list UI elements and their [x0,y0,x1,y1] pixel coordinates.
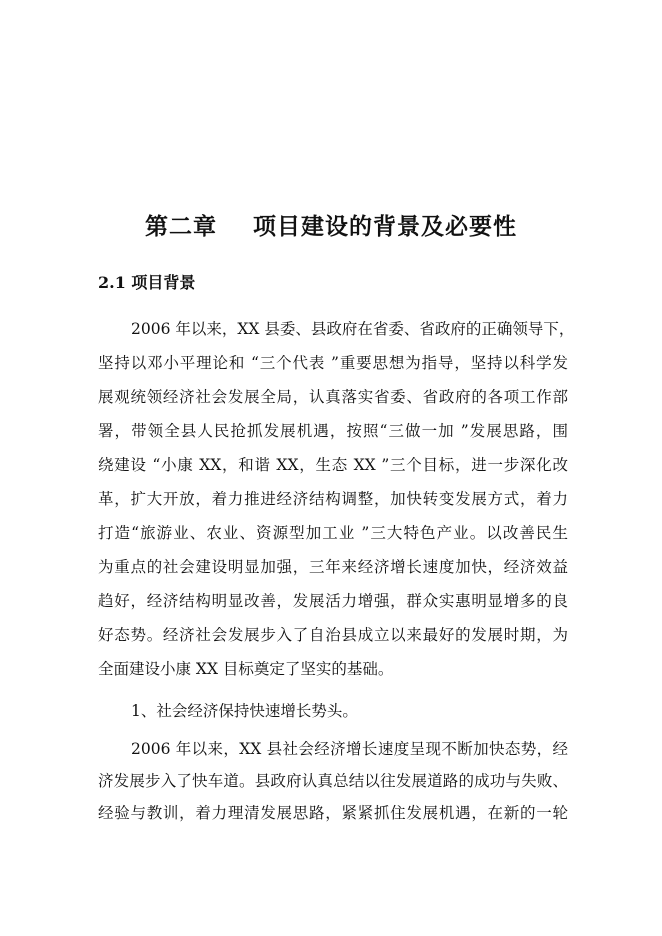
section-heading: 2.1 项目背景 [98,273,196,292]
paragraph-line: 绕建设 “小康 XX，和谐 XX，生态 XX ”三个目标，进一步深化改 [98,456,568,474]
list-item: 1、社会经济保持快速增长势头。 [131,702,358,720]
paragraph-line: 为重点的社会建设明显加强，三年来经济增长速度加快，经济效益 [98,558,568,576]
paragraph-line: 好态势。经济社会发展步入了自治县成立以来最好的发展时期，为 [98,626,568,644]
paragraph-line: 坚持以邓小平理论和 “三个代表 ”重要思想为指导，坚持以科学发 [98,354,568,372]
paragraph-line: 全面建设小康 XX 目标奠定了坚实的基础。 [98,660,394,678]
paragraph-line: 展观统领经济社会发展全局，认真落实省委、省政府的各项工作部 [98,388,568,406]
paragraph-line: 革，扩大开放，着力推进经济结构调整，加快转变发展方式，着力 [98,490,568,508]
paragraph-line: 打造“旅游业、农业、资源型加工业 ”三大特色产业。以改善民生 [98,524,568,542]
chapter-title: 第二章 项目建设的背景及必要性 [144,213,518,240]
paragraph-line: 2006 年以来，XX 县委、县政府在省委、省政府的正确领导下， [131,320,575,338]
paragraph-line: 趋好，经济结构明显改善，发展活力增强，群众实惠明显增多的良 [98,592,568,610]
paragraph-line: 署，带领全县人民抢抓发展机遇，按照“三做一加 ”发展思路，围 [98,422,568,440]
paragraph-line: 济发展步入了快车道。县政府认真总结以往发展道路的成功与失败、 [98,772,568,790]
paragraph-line: 2006 年以来，XX 县社会经济增长速度呈现不断加快态势，经 [131,740,568,758]
paragraph-line: 经验与教训，着力理清发展思路，紧紧抓住发展机遇，在新的一轮 [98,804,568,822]
